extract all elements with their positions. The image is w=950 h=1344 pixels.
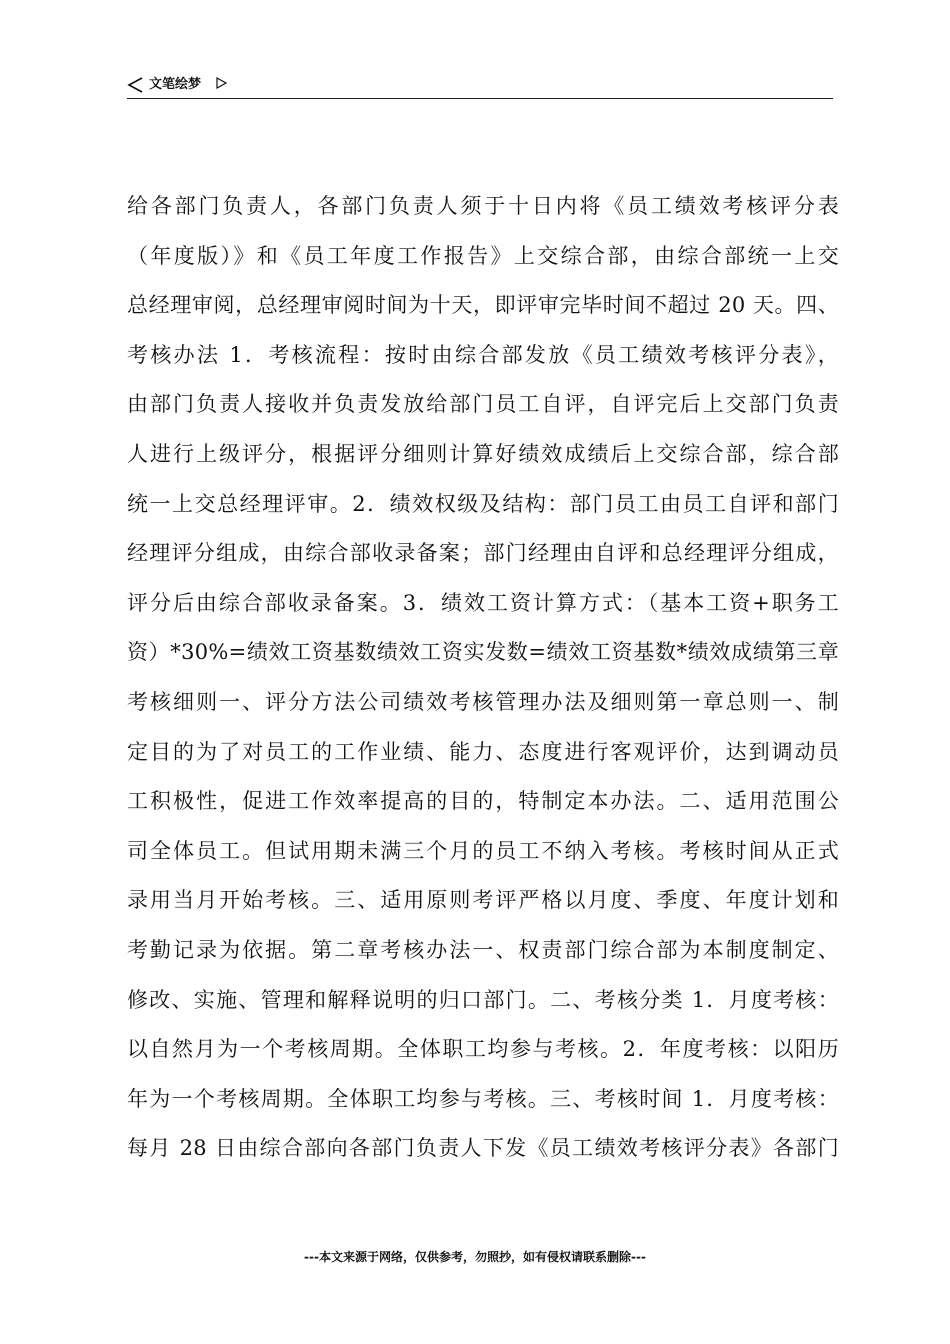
text-line: 资）*30%=绩效工资基数绩效工资实发数=绩效工资基数*绩效成绩第三章 [127, 640, 839, 665]
text-line: 经理评分组成，由综合部收录备案；部门经理由自评和总经理评分组成， [127, 541, 839, 566]
text-line: 人进行上级评分，根据评分细则计算好绩效成绩后上交综合部，综合部 [127, 441, 839, 466]
text-line: 给各部门负责人，各部门负责人须于十日内将《员工绩效考核评分表 [127, 194, 839, 218]
text-line: 考勤记录为依据。第二章考核办法一、权责部门综合部为本制度制定、 [127, 937, 839, 962]
left-triangle-icon [127, 76, 145, 94]
document-body [127, 182, 839, 1174]
right-triangle-icon [215, 77, 227, 89]
text-line: （年度版）》和《员工年度工作报告》上交综合部，由综合部统一上交 [127, 243, 839, 268]
text-line: 由部门负责人接收并负责发放给部门员工自评，自评完后上交部门负责 [127, 392, 839, 417]
text-line: 每月 28 日由综合部向各部门负责人下发《员工绩效考核评分表》各部门 [127, 1136, 839, 1161]
text-line: 修改、实施、管理和解释说明的归口部门。二、考核分类 1．月度考核： [127, 987, 839, 1012]
header-title: 文笔绘梦 [149, 77, 202, 92]
page-header [127, 74, 833, 99]
text-line: 评分后由综合部收录备案。3．绩效工资计算方式：（基本工资+职务工 [127, 590, 839, 615]
text-line: 定目的为了对员工的工作业绩、能力、态度进行客观评价，达到调动员 [127, 739, 839, 764]
text-line: 以自然月为一个考核周期。全体职工均参与考核。2．年度考核：以阳历 [127, 1037, 839, 1062]
text-line: 总经理审阅，总经理审阅时间为十天，即评审完毕时间不超过 20 天。四、 [127, 293, 839, 318]
text-line: 考核办法 1．考核流程：按时由综合部发放《员工绩效考核评分表》， [127, 342, 839, 367]
text-line: 工积极性，促进工作效率提高的目的，特制定本办法。二、适用范围公 [127, 789, 839, 814]
text-line: 录用当月开始考核。三、适用原则考评严格以月度、季度、年度计划和 [127, 888, 839, 913]
footer-disclaimer: ---本文来源于网络，仅供参考，勿照抄，如有侵权请联系删除--- [304, 1250, 646, 1264]
text-line: 考核细则一、评分方法公司绩效考核管理办法及细则第一章总则一、制 [127, 689, 839, 714]
text-line: 司全体员工。但试用期未满三个月的员工不纳入考核。考核时间从正式 [127, 838, 839, 863]
text-line: 统一上交总经理评审。2．绩效权级及结构：部门员工由员工自评和部门 [127, 491, 839, 516]
text-line: 年为一个考核周期。全体职工均参与考核。三、考核时间 1．月度考核： [127, 1086, 839, 1111]
